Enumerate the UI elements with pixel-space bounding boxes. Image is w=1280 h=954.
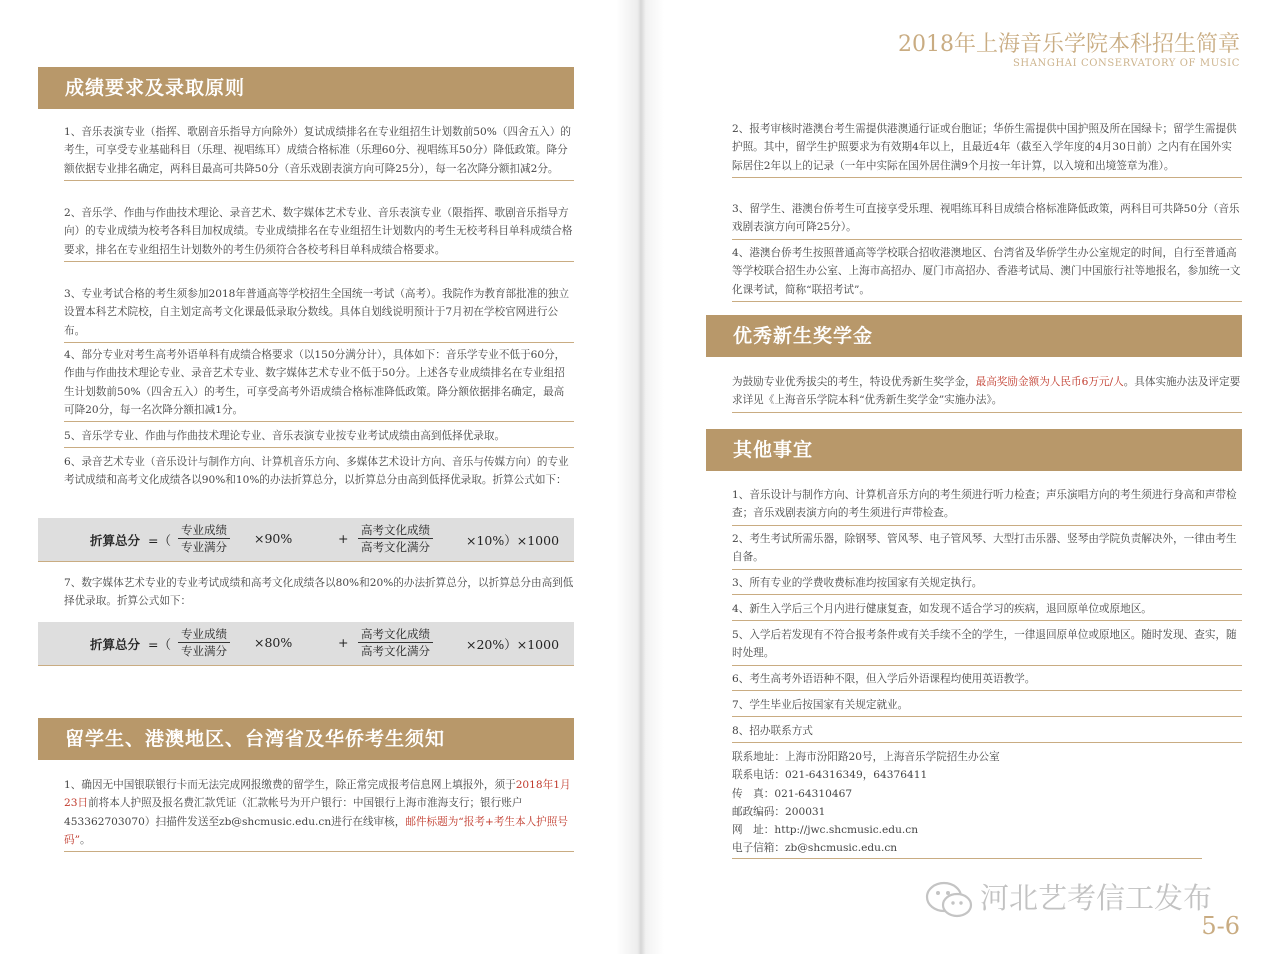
brochure-title: 2018年上海音乐学院本科招生简章 xyxy=(898,32,1240,57)
section-title-international: 留学生、港澳地区、台湾省及华侨考生须知 xyxy=(38,718,574,760)
fraction-numerator: 专业成绩 xyxy=(178,522,230,539)
international-item-2: 2、报考审核时港澳台考生需提供港澳通行证或台胞证；华侨生需提供中国护照及所在国绿卡；留学生需提供护照。其中，留学生护照要求为有效期4年以上，且最近4年（截至入学年度的4月30日前）之内有在国外实际居住2年以上的记录（一年中实际在国外居住满9个月按一年计算，以入境和出境签章为准）。 xyxy=(732,120,1242,178)
fraction-denominator: 高考文化满分 xyxy=(361,644,430,658)
contact-email: 电子信箱：zb@shcmusic.edu.cn xyxy=(732,839,1202,858)
admission-item-1: 1、音乐表演专业（指挥、歌剧音乐指导方向除外）复试成绩排名在专业组招生计划数前50%（四舍五入）的考生，可享受专业基础科目（乐理、视唱练耳）成绩合格标准（乐理60分、视唱练耳50分）降低政策。降分额依据专业排名确定，两科目最高可共降50分（音乐戏剧表演方向可降25分），每一名次降分额扣减2分。 xyxy=(64,123,574,181)
admission-item-6: 6、录音艺术专业（音乐设计与制作方向、计算机音乐方向、多媒体艺术设计方向、音乐与传媒方向）的专业考试成绩和高考文化成绩各以90%和10%的办法折算总分，以折算总分由高到低择优录取。折算公式如下： xyxy=(64,456,569,487)
admission-item-2: 2、音乐学、作曲与作曲技术理论、录音艺术、数字媒体艺术专业、音乐表演专业（限指挥、歌剧音乐指导方向）的专业成绩为校考各科目加权成绩。专业成绩排名在专业组招生计划数内的考生无校考科目单科成绩合格要求，排名在专业组招生计划数外的考生仍须符合各校考科目单科成绩合格要求。 xyxy=(64,204,574,262)
contact-phone: 联系电话：021-64316349，64376411 xyxy=(732,769,928,782)
admission-item-5: 5、音乐学专业、作曲与作曲技术理论专业、音乐表演专业按专业考试成绩由高到低择优录取。 xyxy=(64,427,574,448)
contact-address: 联系地址：上海市汾阳路20号，上海音乐学院招生办公室 xyxy=(732,751,1000,763)
other-item-6: 6、考生高考外语语种不限，但入学后外语课程均使用英语教学。 xyxy=(732,670,1242,691)
notice-deadline: 2018年1月23日 xyxy=(64,779,571,810)
scholarship-intro: 为鼓励专业优秀拔尖的考生，特设优秀新生奖学金， xyxy=(732,376,976,388)
other-item-2: 2、考生考试所需乐器，除钢琴、管风琴、电子管风琴、大型打击乐器、竖琴由学院负责解决外，一律由考生自备。 xyxy=(732,530,1242,570)
formula-1 xyxy=(38,518,574,562)
other-item-3: 3、所有专业的学费收费标准均按国家有关规定执行。 xyxy=(732,574,1242,595)
notice-text: 。 xyxy=(80,833,91,846)
right-page xyxy=(640,0,1280,954)
formula-weight-2: ×20%）×1000 xyxy=(466,637,560,652)
fraction-numerator: 高考文化成绩 xyxy=(358,626,433,643)
international-item-4: 4、港澳台侨考生按照普通高等学校联合招收港澳地区、台湾省及华侨学生办公室规定的时间，自行至普通高等学校联合招生办公室、上海市高招办、厦门市高招办、香港考试局、澳门中国旅行社等地报名，参加统一文化课考试，简称“联招考试”。 xyxy=(732,244,1242,302)
fraction-denominator: 专业满分 xyxy=(181,540,227,554)
other-item-1: 1、音乐设计与制作方向、计算机音乐方向的考生须进行听力检查；声乐演唱方向的考生须进行身高和声带检查；音乐戏剧表演方向的考生须进行声带检查。 xyxy=(732,486,1242,526)
fraction-denominator: 高考文化满分 xyxy=(361,540,430,554)
notice-email-subject: 邮件标题为“报考+考生本人护照号码” xyxy=(64,815,568,846)
formula-open: =（ xyxy=(148,533,171,548)
formula-open: =（ xyxy=(148,637,171,652)
formula-plus: + xyxy=(338,531,349,546)
fraction-numerator: 专业成绩 xyxy=(178,626,230,643)
scholarship-amount: 最高奖励金额为人民币6万元/人 xyxy=(975,376,1124,388)
page-number: 5-6 xyxy=(1201,912,1240,940)
scholarship-details: 。具体实施办法及评定要求详见《上海音乐学院本科“优秀新生奖学金”实施办法》。 xyxy=(732,376,1241,407)
formula-weight-1: ×80% xyxy=(254,635,293,650)
fraction-professional xyxy=(178,522,230,555)
section-title-other: 其他事宜 xyxy=(706,429,1242,471)
contact-postcode: 邮政编码：200031 xyxy=(732,805,826,818)
section-title-scholarship: 优秀新生奖学金 xyxy=(706,315,1242,357)
formula-weight-2: ×10%）×1000 xyxy=(466,533,560,548)
formula-label: 折算总分 xyxy=(90,533,141,548)
other-item-7: 7、学生毕业后按国家有关规定就业。 xyxy=(732,696,1242,717)
other-item-4: 4、新生入学后三个月内进行健康复查，如发现不适合学习的疾病，退回原单位或原地区。 xyxy=(732,600,1242,621)
notice-text: 1、确因无中国银联银行卡而无法完成网报缴费的留学生，除正常完成报考信息网上填报外，须于 xyxy=(64,779,516,791)
fraction-denominator: 专业满分 xyxy=(181,644,227,658)
other-item-5: 5、入学后若发现有不符合报考条件或有关手续不全的学生，一律退回原单位或原地区。随时发现、查实，随时处理。 xyxy=(732,626,1242,666)
section-title-admission: 成绩要求及录取原则 xyxy=(38,67,574,109)
fraction-culture xyxy=(358,626,433,659)
contact-fax: 传 真：021-64310467 xyxy=(732,787,853,800)
contact-website: 网 址：http://jwc.shcmusic.edu.cn xyxy=(732,824,919,837)
fraction-culture xyxy=(358,522,433,555)
formula-weight-1: ×90% xyxy=(254,531,293,546)
wechat-icon xyxy=(924,880,976,920)
admission-item-7: 7、数字媒体艺术专业的专业考试成绩和高考文化成绩各以80%和20%的办法折算总分，以折算总分由高到低择优录取。折算公式如下： xyxy=(64,577,574,608)
international-item-3: 3、留学生、港澳台侨考生可直接享受乐理、视唱练耳科目成绩合格标准降低政策，两科目可共降50分（音乐戏剧表演方向可降25分）。 xyxy=(732,200,1242,240)
admission-item-3: 3、专业考试合格的考生须参加2018年普通高等学校招生全国统一考试（高考）。我院作为教育部批准的独立设置本科艺术院校，自主划定高考文化课最低录取分数线。具体自划线说明预计于7月初在学校官网进行公布。 xyxy=(64,285,574,343)
formula-2 xyxy=(38,622,574,666)
formula-plus: + xyxy=(338,635,349,650)
fraction-numerator: 高考文化成绩 xyxy=(358,522,433,539)
formula-label: 折算总分 xyxy=(90,637,141,652)
notice-text: 前将本人护照及报名费汇款凭证（汇款帐号为开户银行：中国银行上海市淮海支行；银行账户453362703070）扫描件发送至zb@shcmusic.edu.cn进行在线审核， xyxy=(64,797,523,828)
brochure-subtitle: SHANGHAI CONSERVATORY OF MUSIC xyxy=(1012,58,1240,69)
admission-item-4: 4、部分专业对考生高考外语单科有成绩合格要求（以150分满分计），具体如下：音乐学专业不低于60分，作曲与作曲技术理论专业、录音艺术专业、数字媒体艺术专业不低于50分。上述各专业成绩排名在专业组招生计划数前50%（四舍五入）的考生，可享受高考外语成绩合格标准降低政策。降分额依据排名确定，最高可降20分，每一名次降分额扣减1分。 xyxy=(64,346,574,422)
fraction-professional xyxy=(178,626,230,659)
other-item-8: 8、招办联系方式 xyxy=(732,722,1242,743)
scholarship-text xyxy=(732,373,1242,413)
contact-block xyxy=(732,748,1242,859)
watermark-text: 河北艺考信工发布 xyxy=(980,881,1213,915)
international-item-1 xyxy=(64,776,574,852)
